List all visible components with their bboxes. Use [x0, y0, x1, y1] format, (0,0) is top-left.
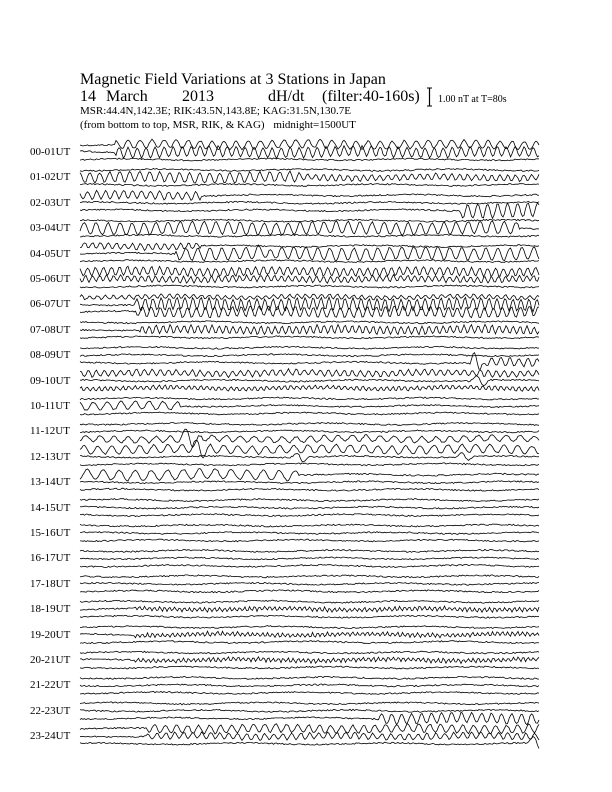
trace-rik [80, 631, 539, 638]
trace-msr [80, 429, 539, 447]
chart-title: Magnetic Field Variations at 3 Stations in Japan [80, 71, 386, 88]
hour-label: 19-20UT [30, 628, 71, 641]
station-coordinates: MSR:44.4N,142.3E; RIK:43.5N,143.8E; KAG:31.5N,130.7E [80, 105, 352, 117]
hour-label: 22-23UT [30, 704, 71, 717]
trace-msr [80, 737, 539, 749]
trace-kag [80, 600, 539, 603]
trace-rik [80, 606, 539, 612]
trace-msr [80, 412, 539, 415]
hour-label: 03-04UT [30, 222, 71, 235]
trace-msr [80, 666, 539, 669]
trace-kag [80, 549, 539, 552]
filter-label: (filter:40-160s) [322, 88, 420, 105]
trace-kag [80, 346, 539, 349]
hour-label: 15-16UT [30, 527, 71, 539]
trace-rik [80, 275, 539, 284]
trace-kag [80, 219, 539, 222]
trace-kag [80, 702, 539, 705]
trace-rik [80, 732, 539, 741]
trace-msr [80, 590, 539, 593]
trace-rik [80, 684, 539, 687]
trace-rik [80, 481, 539, 484]
hour-label: 06-07UT [30, 298, 71, 311]
trace-msr [80, 184, 539, 187]
trace-kag [80, 524, 539, 527]
trace-rik [80, 506, 539, 509]
trace-kag [80, 575, 539, 578]
scale-bar-label: 1.00 nT at T=80s [438, 94, 507, 105]
trace-kag [80, 369, 539, 378]
trace-msr [80, 260, 539, 263]
trace-rik [80, 171, 539, 183]
trace-msr [80, 641, 539, 644]
order-text: (from bottom to top, MSR, RIK, & KAG) [80, 119, 265, 131]
trace-msr [80, 615, 539, 618]
trace-kag [80, 243, 539, 251]
trace-kag [80, 469, 539, 482]
trace-rik [80, 401, 539, 410]
trace-msr [80, 691, 539, 694]
trace-rik [80, 532, 539, 535]
hour-label: 01-02UT [30, 171, 71, 184]
hour-label: 17-18UT [30, 577, 71, 590]
hour-label: 14-15UT [30, 501, 71, 514]
trace-rik [80, 582, 539, 585]
date-year: 2013 [182, 88, 214, 105]
hour-label: 02-03UT [30, 196, 71, 209]
trace-kag [80, 626, 539, 629]
trace-rik [80, 557, 539, 560]
date-day: 14 [80, 88, 96, 105]
quantity-label: dH/dt [268, 88, 305, 105]
trace-kag [80, 676, 539, 679]
trace-kag [80, 422, 539, 425]
hour-label: 21-22UT [30, 679, 71, 692]
hour-label: 18-19UT [30, 603, 71, 616]
trace-kag [80, 651, 539, 654]
trace-msr [80, 463, 539, 466]
trace-msr [80, 158, 539, 161]
hour-label: 23-24UT [30, 730, 71, 743]
date-month: March [106, 88, 148, 105]
trace-rik [80, 453, 539, 462]
hour-label: 05-06UT [30, 273, 71, 285]
midnight-note: midnight=1500UT [273, 119, 356, 131]
trace-rik [80, 201, 539, 204]
trace-rik [80, 146, 539, 159]
trace-msr [80, 234, 539, 237]
trace-kag [80, 139, 539, 150]
trace-group [80, 139, 539, 748]
trace-rik [80, 709, 539, 712]
trace-rik [80, 376, 539, 386]
trace-rik [80, 354, 539, 357]
trace-rik [80, 324, 539, 334]
hour-label: 11-12UT [30, 425, 70, 438]
trace-msr [80, 565, 539, 568]
trace-kag [80, 321, 539, 324]
trace-kag [80, 294, 539, 300]
trace-rik [80, 221, 539, 236]
trace-msr [80, 539, 539, 542]
trace-rik [80, 657, 539, 664]
hour-label: 09-10UT [30, 374, 71, 387]
hour-label: 10-11UT [30, 400, 70, 412]
hour-label: 16-17UT [30, 552, 71, 565]
hour-label: 12-13UT [30, 450, 71, 463]
hour-label: 07-08UT [30, 323, 71, 336]
trace-msr [80, 488, 539, 491]
hour-label: 08-09UT [30, 349, 71, 362]
trace-kag [80, 266, 539, 277]
hour-label: 13-14UT [30, 476, 71, 489]
trace-msr [80, 514, 539, 517]
trace-rik [80, 430, 539, 433]
trace-msr [80, 336, 539, 339]
trace-rik [80, 245, 539, 261]
trace-msr [80, 712, 539, 724]
trace-kag [80, 168, 539, 171]
hour-label: 00-01UT [30, 146, 71, 158]
hour-label: 04-05UT [30, 247, 71, 260]
trace-msr [80, 385, 539, 391]
trace-kag [80, 190, 539, 200]
hour-label: 20-21UT [30, 654, 71, 666]
trace-msr [80, 203, 539, 219]
trace-kag [80, 499, 539, 502]
trace-msr [80, 285, 539, 288]
trace-kag [80, 397, 539, 400]
